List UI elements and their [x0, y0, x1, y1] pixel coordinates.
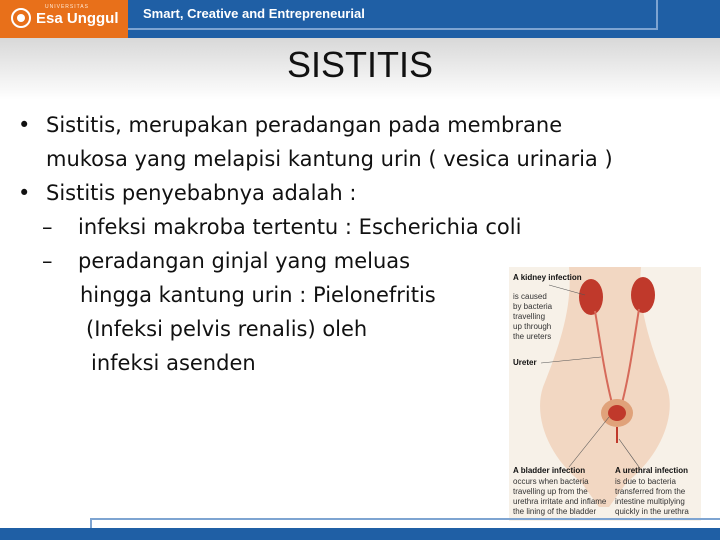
right-kidney-icon	[631, 277, 655, 313]
sub-bullet-text: infeksi makroba tertentu : Escherichia coli	[78, 215, 522, 239]
bladder-infection-title: A bladder infection	[513, 466, 586, 475]
bullet-text: mukosa yang melapisi kantung urin ( vesica urinaria )	[46, 147, 613, 171]
sub-bullet-text: hingga kantung urin : Pielonefritis	[80, 283, 436, 307]
slide-title-text: SISTITIS	[286, 44, 434, 85]
bladder-infection-text: travelling up from the	[513, 487, 588, 496]
tagline: Smart, Creative and Entrepreneurial	[143, 6, 365, 21]
kidney-infection-title: A kidney infection	[513, 273, 582, 282]
kidney-infection-text: up through	[513, 322, 552, 331]
bullet-text: Sistitis, merupakan peradangan pada membrane	[46, 113, 563, 137]
urethral-infection-text: transferred from the	[615, 487, 686, 496]
bladder-infection-text: urethra irritate and inflame	[513, 497, 607, 506]
bullet-icon: •	[18, 181, 31, 205]
sub-bullet-text: peradangan ginjal yang meluas	[78, 249, 411, 273]
kidney-infection-text: by bacteria	[513, 302, 553, 311]
kidney-infection-text: the ureters	[513, 332, 552, 341]
kidney-infection-text: travelling	[513, 312, 546, 321]
kidney-infection-text: is caused	[513, 292, 547, 301]
urethral-infection-text: is due to bacteria	[615, 477, 676, 486]
ureter-label: Ureter	[513, 358, 537, 367]
urinary-tract-diagram	[509, 267, 701, 521]
sub-bullet-text: infeksi asenden	[91, 351, 256, 375]
slide-title	[0, 44, 720, 86]
logo-emblem-icon	[11, 8, 31, 28]
dash-icon: –	[42, 249, 53, 273]
urinary-tract-illustration	[509, 267, 701, 521]
left-kidney-icon	[579, 279, 603, 315]
bullet-item	[18, 108, 698, 176]
bladder-infection-text: occurs when bacteria	[513, 477, 589, 486]
sub-bullet-item	[18, 210, 698, 244]
bullet-text: Sistitis penyebabnya adalah :	[46, 181, 357, 205]
bullet-icon: •	[18, 113, 31, 137]
footer-bar	[0, 528, 720, 540]
dash-icon: –	[42, 215, 53, 239]
sub-bullet-text: (Infeksi pelvis renalis) oleh	[86, 317, 368, 341]
bladder-infection-text: the lining of the bladder	[513, 507, 597, 516]
urethral-infection-text: quickly in the urethra	[615, 507, 689, 516]
urethral-infection-title: A urethral infection	[615, 466, 689, 475]
logo-text: Esa Unggul	[36, 10, 119, 27]
logo-small-text: UNIVERSITAS	[45, 4, 89, 10]
bladder-inflammation-icon	[608, 405, 626, 421]
footer-frame	[90, 518, 720, 528]
urethral-infection-text: intestine multiplying	[615, 497, 685, 506]
bullet-item	[18, 176, 698, 210]
university-logo	[0, 0, 128, 38]
